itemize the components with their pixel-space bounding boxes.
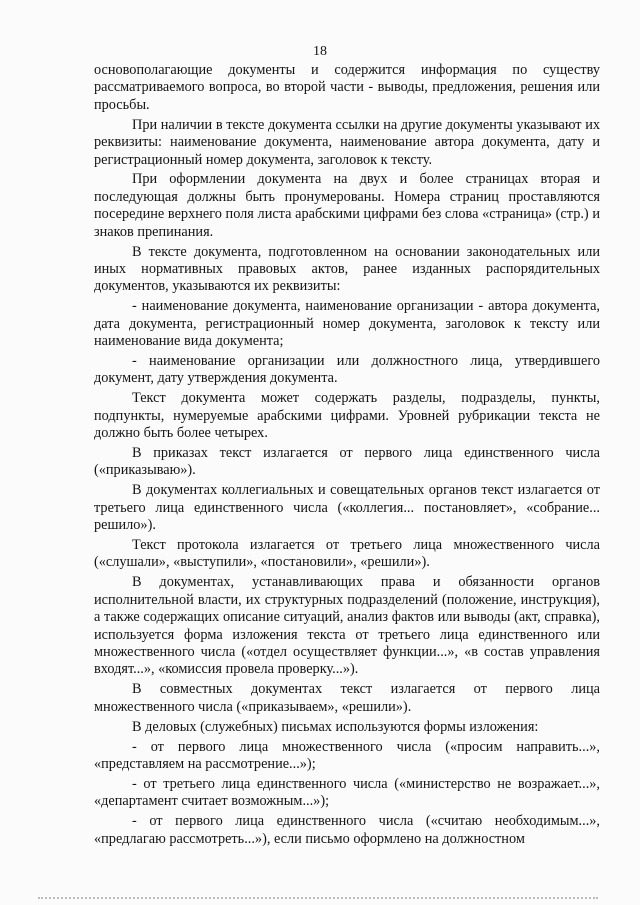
paragraph: В деловых (служебных) письмах используются формы изложения: — [132, 718, 539, 735]
list-item: - от первого лица множественного числа («просим направить...», «представляем на рассмотрение...»); — [94, 738, 600, 772]
body-text — [94, 62, 600, 850]
list-item: - от первого лица единственного числа («считаю необходимым...», «предлагаю рассмотреть...»), если письмо оформлено на должностном — [94, 813, 600, 847]
paragraph: Текст протокола излагается от третьего лица множественного числа («слушали», «выступили», «постановили», «решили»). — [94, 537, 600, 571]
paragraph: В совместных документах текст излагается от первого лица множественного числа («приказываем», «решили»). — [94, 681, 600, 715]
paragraph: основополагающие документы и содержится информация по существу рассматриваемого вопроса, во второй части - выводы, предложения, решения или просьбы. — [94, 62, 600, 113]
paragraph: В документах коллегиальных и совещательных органов текст излагается от третьего лица единственного числа («коллегия... постановляет», «собрание... решило»). — [94, 482, 600, 534]
paragraph: В приказах текст излагается от первого лица единственного числа («приказываю»). — [94, 445, 600, 479]
paragraph: В документах, устанавливающих права и обязанности органов исполнительной власти, их структурных подразделений (положение, инструкция), а также содержащих описание ситуаций, анализ фактов или выводы (акт, справка), используется форма изложения текста от третьего лица единственного или множественного числа («отдел осуществляет функции...», «в состав управления входят...», «комиссия провела проверку...»). — [94, 574, 600, 678]
paragraph: В тексте документа, подготовленном на основании законодательных или иных нормативных правовых актов, ранее изданных распорядительных документов, указываются их реквизиты: — [94, 243, 600, 295]
page-number: 18 — [313, 44, 327, 59]
list-item: - наименование документа, наименование организации - автора документа, дата документа, регистрационный номер документа, заголовок к тексту или наименование вида документа; — [94, 298, 600, 350]
paragraph: При наличии в тексте документа ссылки на другие документы указывают их реквизиты: наименование документа, наименование автора документа, дату и регистрационный номер документа, заголовок к тексту. — [94, 116, 600, 168]
list-item: - от третьего лица единственного числа («министерство не возражает...», «департамент считает возможным...»); — [94, 775, 600, 810]
paragraph: Текст документа может содержать разделы, подразделы, пункты, подпункты, нумеруемые арабскими цифрами. Уровней рубрикации текста не должно быть более четырех. — [94, 390, 600, 442]
list-item: - наименование организации или должностного лица, утвердившего документ, дату утверждения документа. — [94, 353, 600, 387]
paragraph: При оформлении документа на двух и более страницах вторая и последующая должны быть пронумерованы. Номера страниц проставляются посередине верхнего поля листа арабскими цифрами без слова «страница» (стр.) и знаков препинания. — [94, 171, 600, 240]
scan-edge-divider — [38, 897, 598, 899]
